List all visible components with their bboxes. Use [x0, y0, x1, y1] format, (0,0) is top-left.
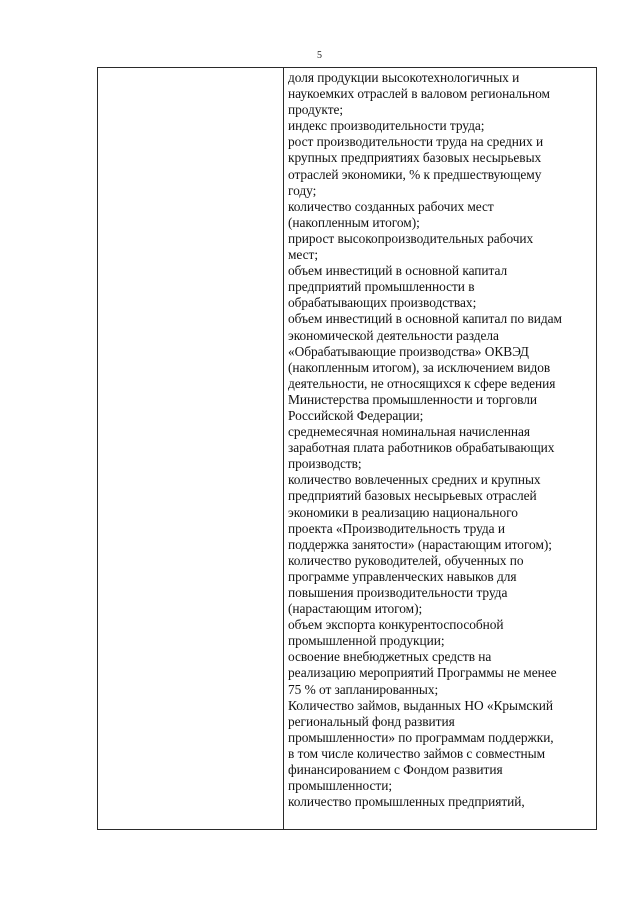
indicator-text-line: промышленности» по программам поддержки,: [288, 729, 554, 745]
indicator-text-line: мест;: [288, 247, 319, 263]
indicator-text-line: объем инвестиций в основной капитал по видам: [288, 311, 562, 327]
indicator-text-line: прирост высокопроизводительных рабочих: [288, 230, 534, 246]
indicator-text-line: деятельности, не относящихся к сфере ведения: [288, 375, 556, 391]
indicator-text-line: продукте;: [288, 102, 344, 118]
indicator-text-line: наукоемких отраслей в валовом региональном: [288, 86, 550, 102]
indicator-text-line: (накопленным итогом);: [288, 214, 420, 230]
indicator-text-line: среднемесячная номинальная начисленная: [288, 424, 530, 440]
indicator-text-line: проекта «Производительность труда и: [288, 520, 505, 536]
indicator-text-line: объем экспорта конкурентоспособной: [288, 617, 504, 633]
indicator-text-line: реализацию мероприятий Программы не менее: [288, 665, 557, 681]
indicator-text-line: программе управленческих навыков для: [288, 568, 517, 584]
indicator-text-line: промышленности;: [288, 778, 393, 794]
indicator-text-line: Количество займов, выданных НО «Крымский: [288, 697, 554, 713]
table-left-cell: [98, 68, 284, 829]
indicator-text-line: году;: [288, 182, 317, 198]
indicators-table: [97, 67, 597, 830]
indicator-text-line: обрабатывающих производствах;: [288, 295, 477, 311]
indicator-text-line: крупных предприятиях базовых несырьевых: [288, 150, 542, 166]
indicator-text-line: повышения производительности труда: [288, 585, 508, 600]
indicator-text-line: 75 % от запланированных;: [288, 681, 439, 697]
indicator-text-line: рост производительности труда на средних и: [288, 134, 544, 150]
indicator-text-line: (накопленным итогом), за исключением видов: [288, 359, 551, 375]
indicator-text-line: финансированием с Фондом развития: [288, 762, 503, 778]
indicator-text-line: заработная плата работников обрабатывающих: [288, 440, 555, 456]
table-right-cell: [284, 68, 596, 829]
indicator-text-line: предприятий базовых несырьевых отраслей: [288, 488, 537, 504]
page-number: 5: [317, 50, 322, 61]
indicator-text-line: (нарастающим итогом);: [288, 601, 423, 617]
indicator-text-line: объем инвестиций в основной капитал: [288, 263, 508, 279]
indicator-text-line: Министерства промышленности и торговли: [288, 391, 537, 407]
indicator-text-line: экономической деятельности раздела: [288, 327, 499, 343]
indicator-text-line: доля продукции высокотехнологичных и: [288, 70, 520, 85]
indicator-text-line: производств;: [288, 456, 362, 472]
indicator-text-line: «Обрабатывающие производства» ОКВЭД: [288, 343, 529, 359]
indicator-text-line: индекс производительности труда;: [288, 118, 485, 134]
indicator-text-line: количество промышленных предприятий,: [288, 794, 525, 810]
indicator-text-line: предприятий промышленности в: [288, 279, 475, 295]
indicator-text-line: освоение внебюджетных средств на: [288, 649, 492, 665]
indicator-text-line: количество созданных рабочих мест: [288, 198, 494, 214]
indicator-text-line: экономики в реализацию национального: [288, 504, 518, 520]
indicator-text-line: промышленной продукции;: [288, 633, 445, 649]
indicator-text-line: поддержка занятости» (нарастающим итогом);: [288, 536, 552, 552]
indicator-text-line: количество руководителей, обученных по: [288, 552, 524, 568]
indicator-text-line: в том числе количество займов с совместным: [288, 745, 546, 761]
indicator-text-line: региональный фонд развития: [288, 713, 455, 729]
indicator-text-line: количество вовлеченных средних и крупных: [288, 472, 541, 488]
indicator-text-line: Российской Федерации;: [288, 407, 424, 423]
indicator-text-line: отраслей экономики, % к предшествующему: [288, 166, 542, 182]
